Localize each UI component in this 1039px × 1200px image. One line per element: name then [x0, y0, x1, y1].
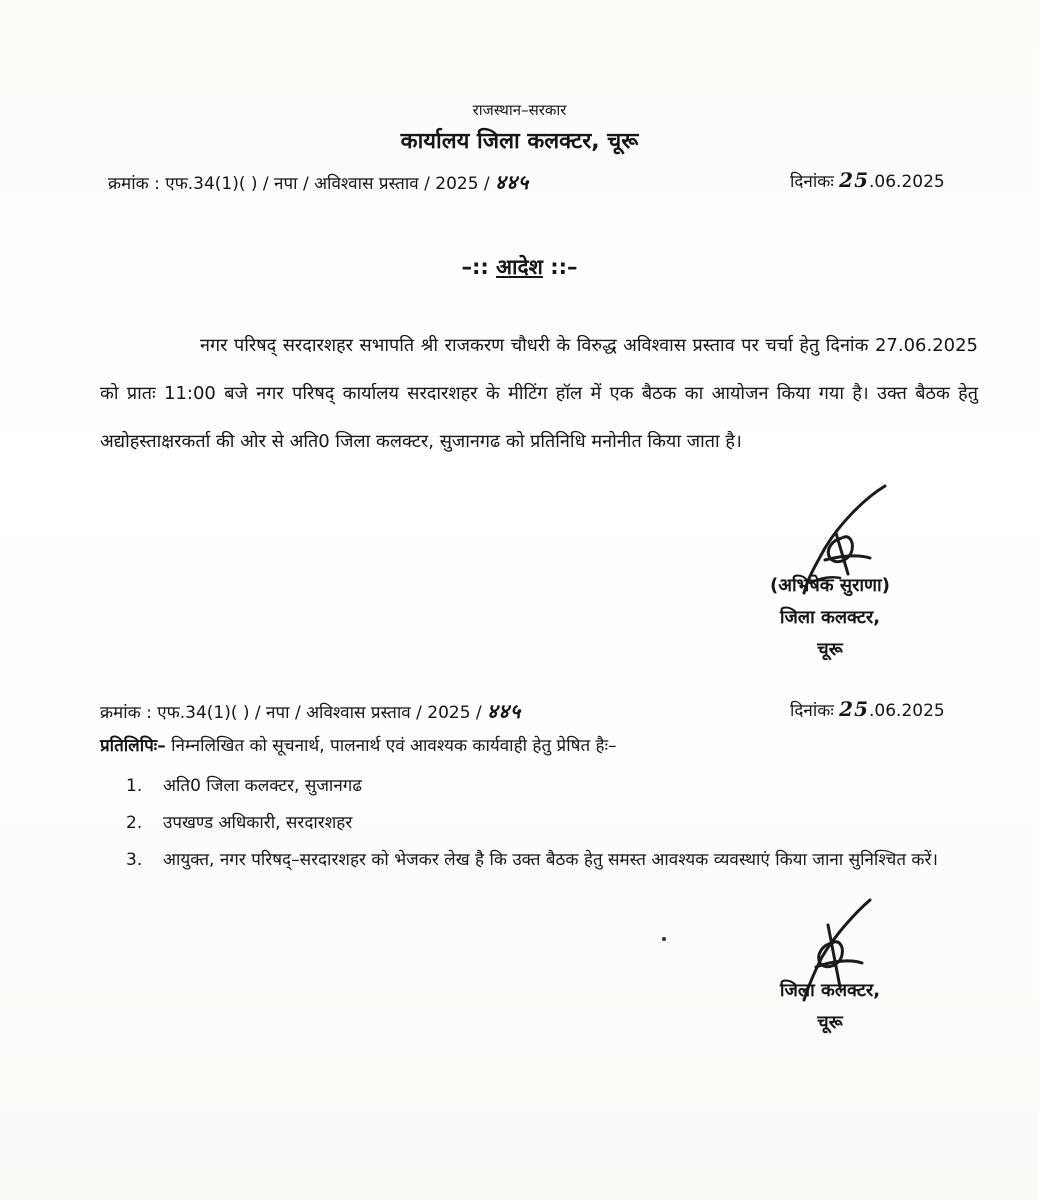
- signatory-2-place: चूरू: [817, 1012, 843, 1033]
- order-date-label: दिनांकः: [790, 172, 834, 192]
- copy-date-handwritten-day: 25: [839, 697, 870, 721]
- signatory-1-block: [730, 570, 930, 666]
- list-item-text: अति0 जिला कलक्टर, सुजानगढ: [163, 776, 362, 796]
- government-header: राजस्थान–सरकार: [472, 101, 567, 119]
- list-item-number: 3.: [126, 850, 143, 870]
- list-item: [126, 805, 986, 842]
- order-reference-text: क्रमांक : एफ.34(1)( ) / नपा / अविश्वास प्रस्ताव / 2025 /: [108, 174, 490, 194]
- signatory-2-block: [730, 975, 930, 1039]
- office-title: कार्यालय जिला कलक्टर, चूरू: [400, 129, 639, 154]
- list-item-number: 2.: [126, 813, 143, 833]
- order-reference-handwritten-number: ४४५: [495, 170, 530, 194]
- order-heading-word: आदेश: [496, 255, 543, 279]
- copy-to-line: [100, 733, 617, 756]
- copy-date-label: दिनांकः: [790, 701, 834, 721]
- order-heading-prefix: –::: [461, 255, 497, 279]
- order-reference-number: [108, 168, 529, 195]
- ink-dot: [662, 937, 666, 941]
- list-item-text: उपखण्ड अधिकारी, सरदारशहर: [163, 813, 353, 833]
- order-heading-suffix: ::–: [542, 255, 578, 279]
- signatory-1-designation: जिला कलक्टर,: [779, 607, 881, 628]
- list-item: [126, 768, 986, 805]
- copy-date: [790, 697, 945, 721]
- signatory-1-name: (अभिषेक सुराणा): [770, 575, 890, 596]
- copy-reference-handwritten-number: ४४५: [487, 699, 522, 723]
- copy-reference-text: क्रमांक : एफ.34(1)( ) / नपा / अविश्वास प्रस्ताव / 2025 /: [100, 703, 482, 723]
- copy-reference-number: [100, 697, 521, 724]
- order-date-printed: .06.2025: [869, 172, 945, 192]
- order-date: [790, 168, 945, 192]
- order-date-handwritten-day: 25: [839, 168, 870, 192]
- list-item-number: 1.: [126, 776, 143, 796]
- copy-to-label: प्रतिलिपिः–: [100, 736, 166, 756]
- copy-to-list: [126, 768, 986, 879]
- list-item-text: आयुक्त, नगर परिषद्–सरदारशहर को भेजकर लेख है कि उक्त बैठक हेतु समस्त आवश्यक व्यवस्थाएं किया जाना सुनिश्चित करें।: [163, 850, 938, 870]
- list-item: [126, 842, 986, 879]
- order-body-paragraph: नगर परिषद् सरदारशहर सभापति श्री राजकरण चौधरी के विरुद्ध अविश्वास प्रस्ताव पर चर्चा हेतु दिनांक 27.06.2025 को प्रातः 11:00 बजे नगर परिषद् कार्यालय सरदारशहर के मीटिंग हॉल में एक बैठक का आयोजन किया गया है। उक्त बैठक हेतु अद्योहस्ताक्षरकर्ता की ओर से अति0 जिला कलक्टर, सुजानगढ को प्रतिनिधि मनोनीत किया जाता है।: [100, 335, 978, 452]
- signatory-1-place: चूरू: [817, 639, 843, 660]
- copy-to-intro: निम्नलिखित को सूचनार्थ, पालनार्थ एवं आवश्यक कार्यवाही हेतु प्रेषित हैः–: [165, 736, 617, 756]
- copy-date-printed: .06.2025: [869, 701, 945, 721]
- signatory-2-designation: जिला कलक्टर,: [779, 980, 881, 1001]
- order-heading: [0, 253, 1039, 281]
